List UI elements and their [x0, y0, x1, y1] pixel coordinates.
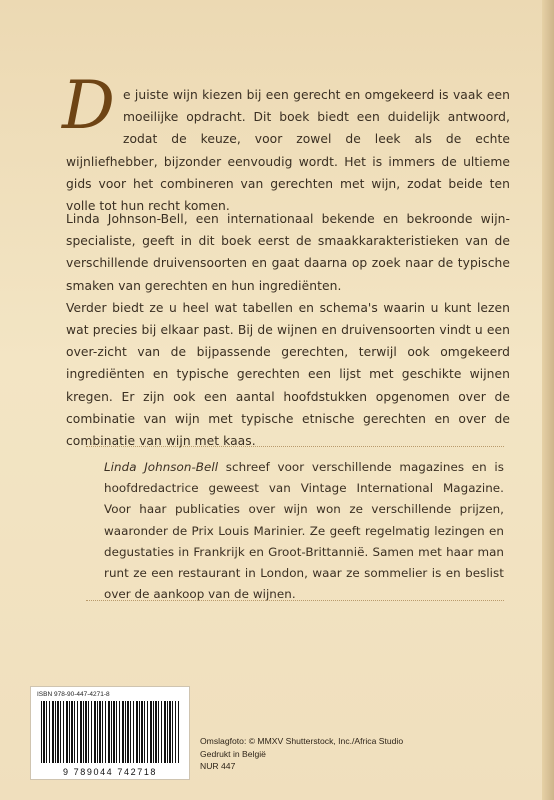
author-bio-text: schreef voor verschillende magazines en is hoofdredactrice geweest van Vintage International Magazine. Voor haar publicaties over wijn won ze verschillende prijzen, waaronder de Prix Louis Marinier. Ze geeft regelmatig lezingen en degustaties in Frankrijk en Groot-Brittannië. Samen met haar man runt ze een restaurant in London, waar ze sommelier is en beslist over de aankoop van de wijnen. [104, 460, 505, 602]
description-paragraph-1: Linda Johnson-Bell, een internationaal bekende en bekroonde wijn-specialiste, geeft in dit boek eerst de smaakkarakteristieken van de verschillende druivensoorten en gaat daarna op zoek naar de typische smaken van gerechten en hun ingrediënten. [66, 212, 510, 293]
author-name: Linda Johnson-Bell [104, 460, 219, 474]
description-body [66, 208, 510, 452]
printed-in: Gedrukt in België [200, 748, 266, 759]
colophon [200, 735, 403, 773]
drop-cap: D [62, 67, 115, 144]
barcode-bars [41, 701, 179, 763]
divider-bottom [86, 600, 504, 601]
intro-paragraph [62, 67, 510, 217]
description-paragraph-2: Verder biedt ze u heel wat tabellen en schema's waarin u kunt lezen wat precies bij elkaar past. Bij de wijnen en druivensoorten vindt u een over-zicht van de bijpassende gerechten, terwijl ook omgekeerd ingrediënten en typische gerechten een lijst met geschikte wijnen kregen. Er zijn ook een aantal hoofdstukken opgenomen over de combinatie van wijn met typische etnische gerechten en over de combinatie van wijn met kaas. [66, 300, 510, 449]
barcode [30, 686, 190, 780]
author-bio [104, 457, 504, 605]
barcode-digits: 9 789044 742718 [33, 767, 187, 777]
book-spine-edge [542, 0, 554, 800]
divider-top [86, 446, 504, 447]
nur-code: NUR 447 [200, 761, 236, 772]
isbn-label: ISBN 978-90-447-4271-8 [37, 691, 110, 698]
photo-credit: Omslagfoto: © MMXV Shutterstock, Inc./Africa Studio [200, 736, 404, 746]
intro-text: e juiste wijn kiezen bij een gerecht en omgekeerd is vaak een moeilijke opdracht. Dit boek biedt een duidelijk antwoord, zodat de keuze, voor zowel de leek als de echte wijnliefhebber, bijzonder eenvoudig wordt. Het is immers de ultieme gids voor het combineren van gerechten met wijn, zodat beide ten volle tot hun recht komen. [66, 88, 510, 214]
